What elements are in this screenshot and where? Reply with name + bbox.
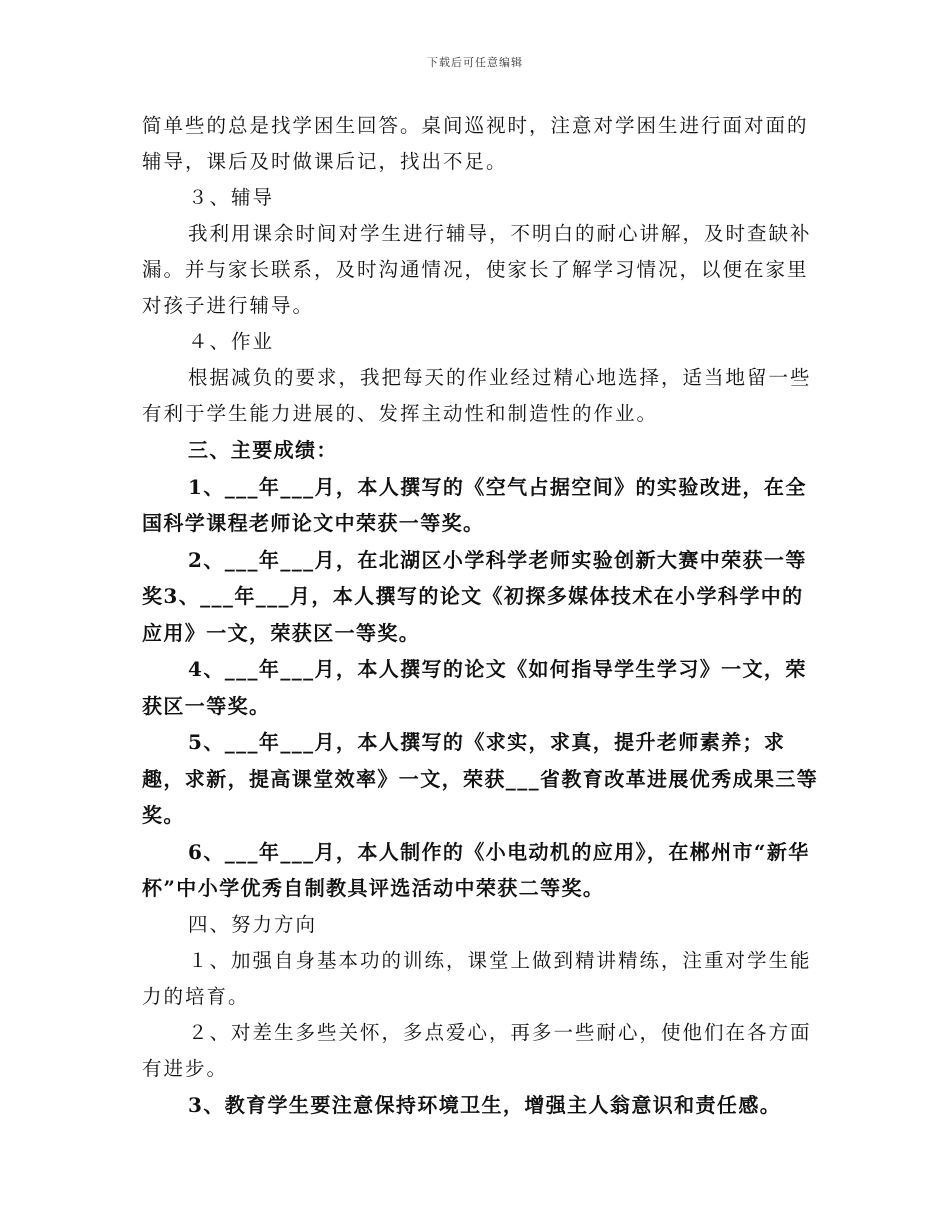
heading-achievements: 三、主要成绩： [188,438,338,462]
direction-item-3: 3、教育学生要注意保持环境卫生，增强主人翁意识和责任感。 [188,1092,782,1117]
document-body [142,108,822,1123]
paragraph-homework: 根据减负的要求，我把每天的作业经过精心地选择，适当地留一些有利于学生能力进展的、发挥主动性和制造性的作业。 [142,366,812,425]
achievement-item-4: 4、___年___月，本人撰写的论文《如何指导学生学习》一文，荣获区一等奖。 [142,657,807,718]
heading-tutoring: ３、辅导 [188,186,275,209]
direction-item-1: １、加强自身基本功的训练，课堂上做到精讲精练，注重对学生能力的培育。 [142,948,812,1008]
achievement-item-5: 5、___年___月，本人撰写的《求实，求真，提升老师素养；求趣，求新，提高课堂效率》一文，荣获___省教育改革进展优秀成果三等奖。 [142,730,819,827]
achievement-item-1: 1、___年___月，本人撰写的《空气占据空间》的实验改进，在全国科学课程老师论文中荣获一等奖。 [142,474,807,535]
heading-homework: ４、作业 [188,330,275,353]
paragraph-tutoring: 我利用课余时间对学生进行辅导，不明白的耐心讲解，及时查缺补漏。并与家长联系，及时沟通情况，使家长了解学习情况，以便在家里对孩子进行辅导。 [142,222,812,317]
direction-item-2: ２、对差生多些关怀，多点爱心，再多一些耐心，使他们在各方面有进步。 [142,1020,812,1080]
achievement-item-6: 6、___年___月，本人制作的《小电动机的应用》，在郴州市“新华杯”中小学优秀自制教具评选活动中荣获二等奖。 [142,839,810,900]
heading-direction: 四、努力方向 [188,912,318,936]
achievement-item-2-3: 2、___年___月，在北湖区小学科学老师实验创新大赛中荣获一等奖3、___年___月，本人撰写的论文《初探多媒体技术在小学科学中的应用》一文，荣获区一等奖。 [142,547,807,645]
page-header: 下载后可任意编辑 [427,56,523,69]
paragraph-continuation: 简单些的总是找学困生回答。桌间巡视时，注意对学困生进行面对面的辅导，课后及时做课后记，找出不足。 [142,114,809,173]
